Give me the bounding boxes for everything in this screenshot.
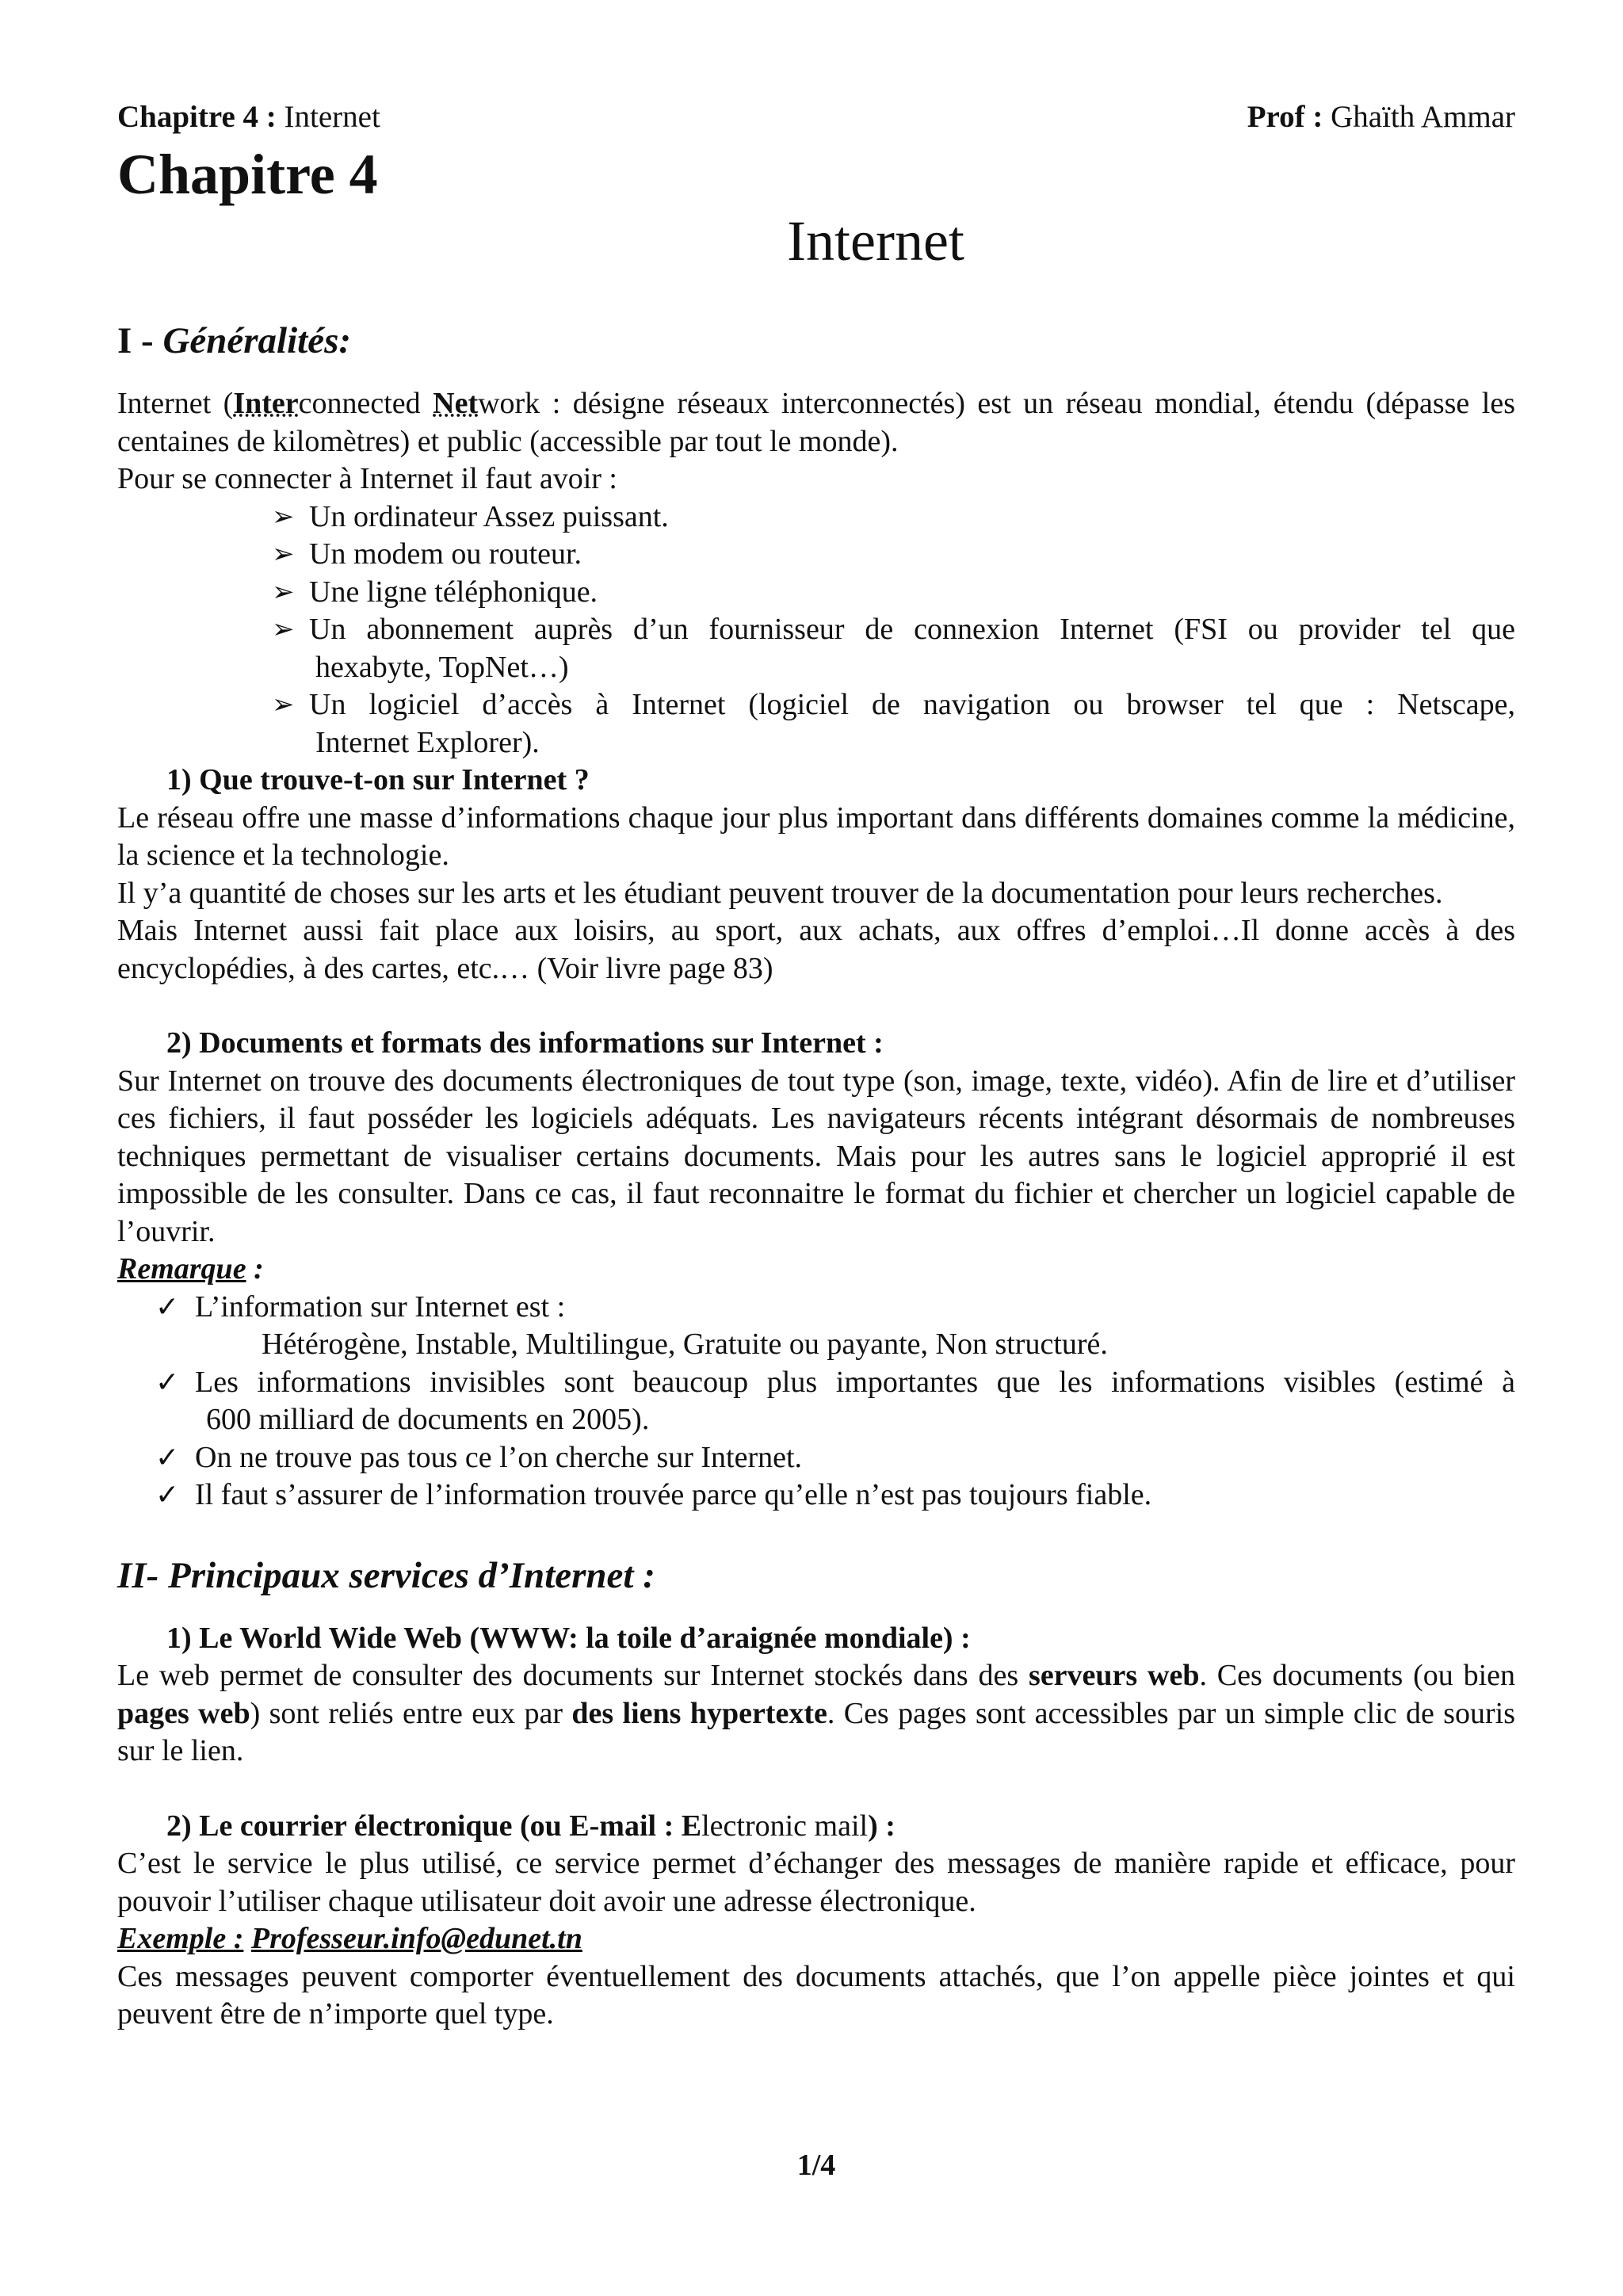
arrow-bullet-icon: ➢ [272, 615, 295, 644]
page-number: 1/4 [796, 2149, 836, 2182]
subsection-heading: 2) Documents et formats des informations sur Internet : [166, 1026, 884, 1060]
arrow-bullet-icon: ➢ [272, 577, 295, 607]
list-item: ✓ On ne trouve pas tous ce l’on cherche sur Internet. [117, 1439, 1515, 1477]
checkmark-icon: ✓ [155, 1366, 180, 1398]
section-1-heading: I - Généralités: [117, 320, 352, 361]
paragraph: Le réseau offre une masse d’informations chaque jour plus important dans différents domaines comme la médicine, la science et la technologie. [117, 800, 1515, 872]
paragraph: Ces messages peuvent comporter éventuellement des documents attachés, que l’on appelle pièce jointes et qui peuvent être de n’importe quel type. [117, 1959, 1515, 2030]
header-professor: Prof : Ghaïth Ammar [1247, 100, 1515, 134]
example-email-link[interactable]: Professeur.info@edunet.tn [250, 1922, 582, 1955]
remark-label: Remarque : [117, 1252, 264, 1286]
section-2-heading: II- Principaux services d’Internet : [117, 1554, 655, 1596]
document-body [117, 317, 1515, 2034]
checkmark-icon: ✓ [155, 1441, 180, 1473]
example-line: Exemple : Professeur.info@edunet.tn [117, 1922, 582, 1955]
list-item: ✓ Les informations invisibles sont beaucoup plus importantes que les informations visibles (estimé à 600 milliard de documents en 2005). [155, 1365, 1515, 1436]
chapter-number: Chapitre 4 [117, 143, 378, 206]
list-item: ➢ Un abonnement auprès d’un fournisseur de connexion Internet (FSI ou provider tel que hexabyte, TopNet…) [272, 613, 1515, 684]
arrow-bullet-icon: ➢ [272, 540, 295, 569]
list-item-detail: Hétérogène, Instable, Multilingue, Gratuite ou payante, Non structuré. [262, 1328, 1108, 1361]
list-item: ➢ Un ordinateur Assez puissant. [117, 499, 1515, 537]
arrow-bullet-icon: ➢ [272, 502, 295, 532]
arrow-bullet-icon: ➢ [272, 690, 295, 720]
list-item: ➢ Une ligne téléphonique. [117, 574, 1515, 612]
paragraph: Il y’a quantité de choses sur les arts et les étudiant peuvent trouver de la documentation pour leurs recherches. [117, 876, 1443, 910]
paragraph: Mais Internet aussi fait place aux loisirs, au sport, aux achats, aux offres d’emploi…Il donne accès à des encyclopédies, à des cartes, etc.… (Voir livre page 83) [117, 914, 1515, 985]
checkmark-icon: ✓ [155, 1290, 180, 1323]
chapter-title: Internet [787, 209, 964, 273]
paragraph: C’est le service le plus utilisé, ce service permet d’échanger des messages de manière rapide et efficace, pour pouvoir l’utiliser chaque utilisateur doit avoir une adresse électronique. [117, 1847, 1515, 1918]
requirements-intro: Pour se connecter à Internet il faut avoir : [117, 462, 617, 495]
intro-paragraph: Internet (Interconnected Network : désigne réseaux interconnectés) est un réseau mondial, étendu (dépasse les centaines de kilomètres) et public (accessible par tout le monde). [117, 387, 1516, 458]
list-item: ➢ Un logiciel d’accès à Internet (logiciel de navigation ou browser tel que : Netscape, Internet Explorer). [272, 688, 1515, 759]
list-item: ➢ Un modem ou routeur. [117, 536, 1515, 574]
list-item: ✓ L’information sur Internet est : [117, 1289, 1515, 1327]
checkmark-icon: ✓ [155, 1479, 180, 1511]
subsection-heading: 2) Le courrier électronique (ou E-mail : Electronic mail) : [166, 1809, 896, 1843]
list-item: ✓ Il faut s’assurer de l’information trouvée parce qu’elle n’est pas toujours fiable. [117, 1477, 1515, 1515]
paragraph: Le web permet de consulter des documents sur Internet stockés dans des serveurs web. Ces documents (ou bien pages web) sont reliés entre eux par des liens hypertexte. Ces pages sont accessibles par un simple clic de souris sur le lien. [117, 1659, 1516, 1767]
subsection-heading: 1) Que trouve-t-on sur Internet ? [166, 763, 590, 797]
paragraph: Sur Internet on trouve des documents électroniques de tout type (son, image, texte, vidéo). Afin de lire et d’utiliser ces fichiers, il faut posséder les logiciels adéquats. Les navigateurs récents intégrant désormais de nombreuses techniques permettant de visualiser certains documents. Mais pour les autres sans le logiciel approprié il est impossible de les consulter. Dans ce cas, il faut reconnaitre le format du fichier et chercher un logiciel capable de l’ouvrir. [117, 1064, 1515, 1248]
header-chapter: Chapitre 4 : Internet [117, 100, 380, 134]
subsection-heading: 1) Le World Wide Web (WWW: la toile d’araignée mondiale) : [166, 1621, 971, 1655]
